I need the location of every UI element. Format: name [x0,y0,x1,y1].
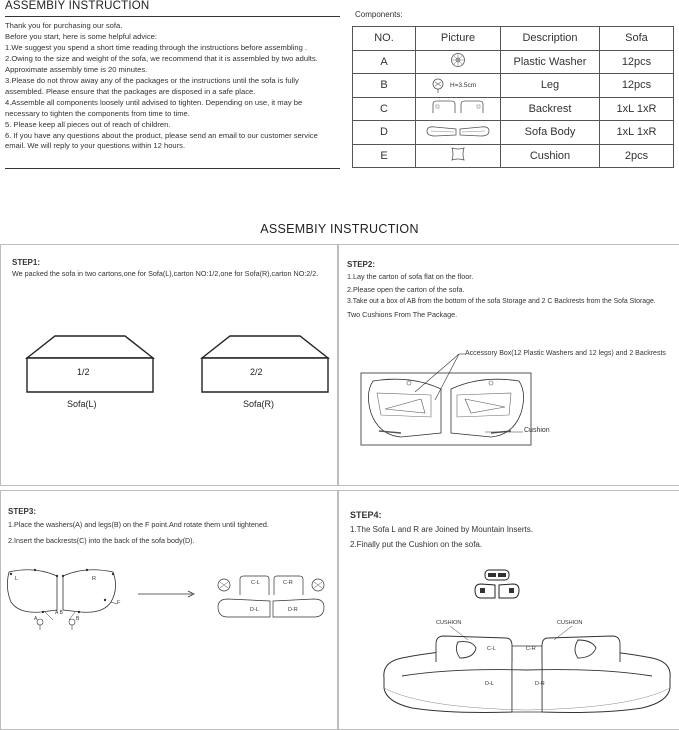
step2-text [347,271,677,321]
step3-assembled-sofa [214,573,329,633]
cushion-callout-lines [450,626,650,656]
advice-line: assembled. Please ensure that the packages are disposed in a safe place. [5,86,256,96]
cushion-right-label: CUSHION [557,620,583,626]
advice-line: Thank you for purchasing our sofa. [5,21,123,30]
label-b: B [76,616,80,622]
step4-line: 2.Finally put the Cushion on the sofa. [350,540,483,549]
components-table [352,26,674,168]
step3-line: 2.Insert the backrests(C) into the back of the sofa body(D). [8,535,195,545]
leg-detail-icon [32,612,92,632]
table-row [353,121,674,145]
callout-cushion: Cushion [524,427,550,434]
label-cr: C-R [526,646,536,652]
row-no: C [353,97,416,121]
carton-right-caption: Sofa(R) [243,399,275,409]
label-cr: C-R [283,580,293,586]
step1-title: STEP1: [12,258,41,267]
label-dl: D-L [485,681,494,687]
leg-height-note: H=3.5cm [450,82,477,89]
row-qty: 12pcs [600,50,674,74]
row-no: B [353,74,416,98]
label-dr: D-R [288,607,298,613]
table-row [353,74,674,98]
col-picture: Picture [416,27,501,51]
sofa-body-icon [416,121,501,145]
main-title: ASSEMBIY INSTRUCTION [260,222,419,236]
step2-line: 1.Lay the carton of sofa flat on the floor. [347,272,474,281]
row-description: Plastic Washer [501,50,600,74]
advice-line: 3.Please do not throw away any of the packages or the instructions until the sofa is fully [5,75,299,85]
col-sofa: Sofa [600,27,674,51]
label-l: L [15,576,19,582]
row-no: A [353,50,416,74]
row-qty: 12pcs [600,74,674,98]
row-no: E [353,144,416,168]
step3-text [8,519,333,547]
step4-text [350,522,670,552]
col-no: NO. [353,27,416,51]
header-bottom-rule [5,168,340,169]
arrow-right-icon [138,589,198,599]
advice-line: Approximate assembly time is 20 minutes. [5,64,148,74]
label-a: A [34,616,38,622]
header-rule [5,16,340,17]
row-description: Leg [501,74,600,98]
carton-right-label: 2/2 [250,367,263,377]
advice-line: 6. If you have any questions about the product, please send an email to our customer service [5,130,318,140]
step2-title: STEP2: [347,260,376,269]
step4-title: STEP4: [350,510,382,520]
advice-line: Before you start, here is some helpful advice: [5,31,157,41]
carton-left-label: 1/2 [77,367,90,377]
advice-text [5,21,340,152]
row-description: Backrest [501,97,600,121]
label-cl: C-L [251,580,260,586]
col-description: Description [501,27,600,51]
advice-line: 1.We suggest you spend a short time reading through the instructions before assembling . [5,42,308,52]
row-qty: 1xL 1xR [600,121,674,145]
cushion-left-label: CUSHION [436,620,462,626]
row-description: Sofa Body [501,121,600,145]
step4-top-view-icon [473,568,521,602]
step2-line: 3.Take out a box of AB from the bottom of the sofa Storage and 2 C Backrests from the Sofa Storage. [347,298,656,305]
advice-line: 2.Owing to the size and weight of the sofa, we recommend that it is assembled by two adults. [5,53,318,63]
table-row [353,97,674,121]
cushion-icon [416,144,501,168]
table-row [353,50,674,74]
step3-title: STEP3: [8,507,37,516]
carton-right-icon [200,334,330,394]
row-description: Cushion [501,144,600,168]
advice-line: 5. Please keep all pieces out of reach of children. [5,119,171,129]
components-header-row [353,27,674,51]
backrest-icon [416,97,501,121]
row-qty: 2pcs [600,144,674,168]
leg-icon [416,74,501,98]
label-r: R [92,576,96,582]
carton-left-caption: Sofa(L) [67,399,97,409]
label-f: F [117,600,121,606]
advice-line: 4.Assemble all components loosely until advised to tighten. Depending on use, it may be [5,97,303,107]
callout-cushion-line [485,428,525,438]
step3-line: 1.Place the washers(A) and legs(B) on the F point.And rotate them until tightened. [8,520,269,529]
components-title: Components: [355,10,403,19]
step4-line: 1.The Sofa L and R are Joined by Mountain Inserts. [350,525,533,534]
table-row [353,144,674,168]
carton-left-icon [25,334,155,394]
label-dl: D-L [250,607,259,613]
label-dr: D-R [535,681,545,687]
step2-line: 2.Please open the carton of the sofa. [347,284,465,294]
header-title: ASSEMBIY INSTRUCTION [5,0,150,12]
step1-text: We packed the sofa in two cartons,one for Sofa(L),carton NO:1/2,one for Sofa(R),carton NO:2/2. [12,269,319,278]
label-ab: A B [55,610,63,616]
step2-line: Two Cushions From The Package. [347,309,458,319]
callout-line [415,352,495,432]
row-qty: 1xL 1xR [600,97,674,121]
callout-accessory: Accessory Box(12 Plastic Washers and 12 legs) and 2 Backrests [465,350,666,357]
washer-icon [416,50,501,74]
advice-line: necessary to tighten the components from time to time. [5,108,190,118]
advice-line: email. We will reply to your questions within 12 hours. [5,141,186,151]
label-cl: C-L [487,646,496,652]
row-no: D [353,121,416,145]
